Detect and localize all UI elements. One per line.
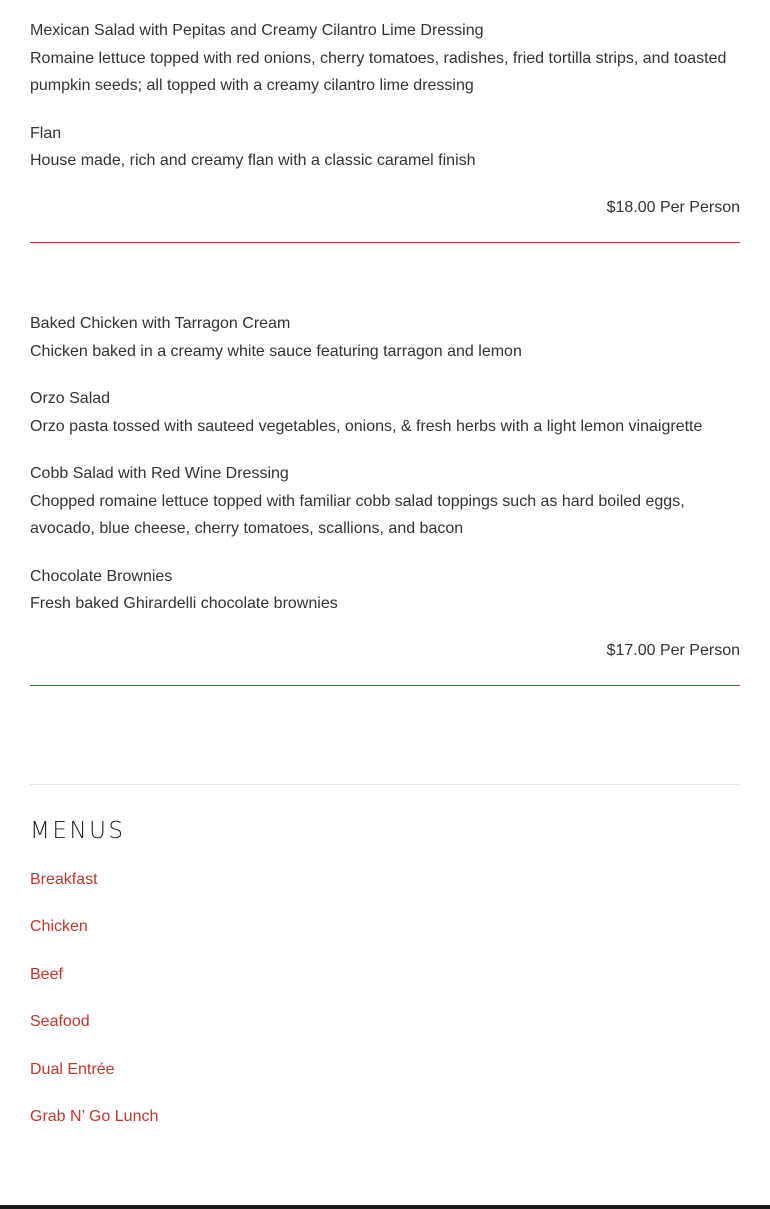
menu-item-title: Flan [30,124,62,142]
menu-item [30,563,740,618]
list-item [30,866,740,894]
menu-link-seafood[interactable]: Seafood [30,1013,90,1031]
menus-heading: MENUS [30,818,126,844]
menu-item-description: Chopped romaine lettuce topped with familiar cobb salad toppings such as hard boiled eggs, avocado, blue cheese, cherry tomatoes, scallions, and bacon [30,492,685,537]
menu-section-1 [30,17,740,243]
menus-widget [30,816,740,1130]
menu-item [30,385,740,440]
menu-section-2 [30,310,740,686]
widget-divider [30,784,740,785]
menu-item-title: Orzo Salad [30,390,111,407]
menus-list [30,866,740,1130]
menu-item-description: Chicken baked in a creamy white sauce featuring tarragon and lemon [30,342,522,360]
menu-link-beef[interactable]: Beef [30,965,63,983]
menu-link-dual-entree[interactable]: Dual Entrée [30,1060,115,1078]
section-divider [30,685,740,686]
menu-item-description: Romaine lettuce topped with red onions, cherry tomatoes, radishes, fried tortilla strips, and toasted pumpkin seeds; all topped with a creamy cilantro lime dressing [30,49,727,94]
price-per-person: $18.00 Per Person [606,198,740,216]
menu-item-description: Fresh baked Ghirardelli chocolate brownies [30,595,338,612]
menu-item [30,17,740,100]
menu-link-chicken[interactable]: Chicken [30,918,88,936]
menu-item [30,460,740,543]
menu-item-description: Orzo pasta tossed with sauteed vegetables, onions, & fresh herbs with a light lemon vinaigrette [30,417,703,435]
list-item [30,1103,740,1131]
menu-link-breakfast[interactable]: Breakfast [30,871,98,888]
list-item [30,961,740,989]
menu-item-title: Baked Chicken with Tarragon Cream [30,315,291,332]
list-item [30,1008,740,1036]
menu-item-title: Mexican Salad with Pepitas and Creamy Cilantro Lime Dressing [30,22,484,39]
menu-item-title: Cobb Salad with Red Wine Dressing [30,465,289,482]
list-item [30,1056,740,1084]
list-item [30,913,740,941]
price-per-person: $17.00 Per Person [606,641,740,659]
page-content [30,17,740,1150]
menu-item-title: Chocolate Brownies [30,567,173,585]
menu-link-grab-n-go-lunch[interactable]: Grab N’ Go Lunch [30,1107,159,1125]
footer-bar [0,1205,770,1209]
menu-item [30,310,740,365]
menu-item [30,120,740,175]
menu-item-description: House made, rich and creamy flan with a classic caramel finish [30,152,476,169]
section-divider [30,242,740,243]
